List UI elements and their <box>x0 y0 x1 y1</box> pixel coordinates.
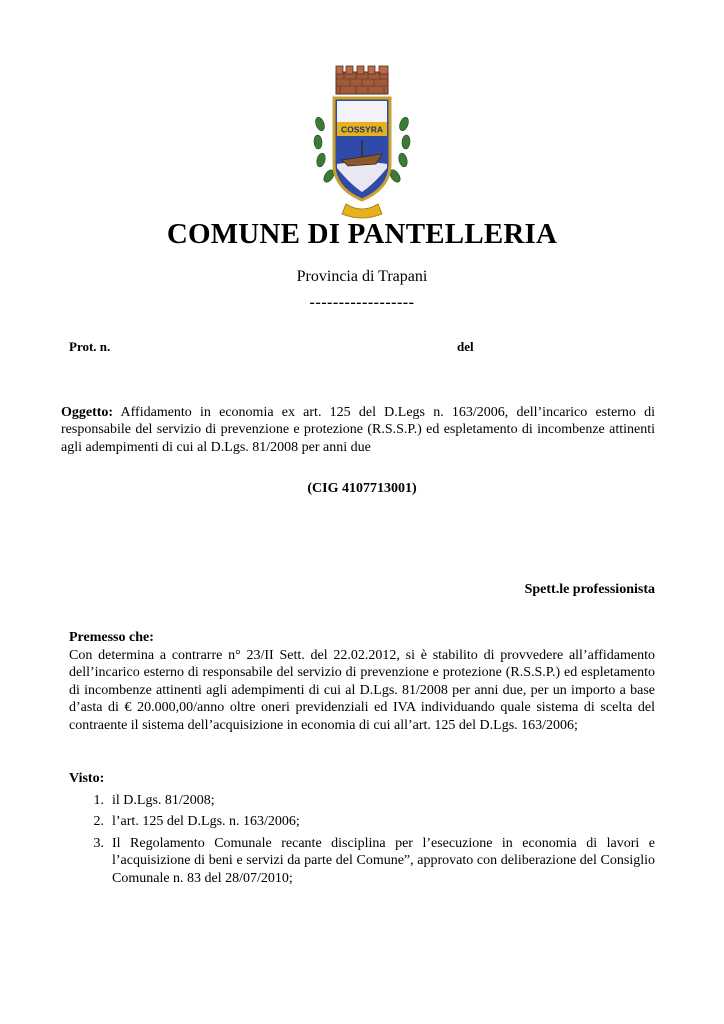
subject-label: Oggetto: <box>61 405 114 420</box>
protocol-number-label: Prot. n. <box>69 339 111 354</box>
province-subtitle: Provincia di Trapani <box>296 268 428 285</box>
premesso-paragraph: Con determina a contrarre n° 23/II Sett. del 22.02.2012, si è stabilito di provvedere all’affidamento dell’incarico esterno di responsabile del servizio di prevenzione e protezione (R.S.S.P.) ed espletamento di incombenze attinenti agli adempimenti di cui al D.Lgs. 81/2008 per anni due, per un importo a base d’asta di € 20.000,00/anno oltre oneri previdenziali ed IVA individuando quale sistema di scelta del contraente il sistema dell’acquisizione in economia di cui all’art. 125 del D.Lgs. 163/2006; <box>69 648 655 733</box>
list-item-text: il D.Lgs. 81/2008; <box>112 793 215 808</box>
list-item <box>69 813 655 830</box>
subject-paragraph <box>61 404 655 456</box>
premesso-heading: Premesso che: <box>69 630 154 645</box>
date-label: del <box>457 339 474 354</box>
title-separator: ------------------ <box>309 294 415 311</box>
list-item <box>69 792 655 809</box>
visto-heading: Visto: <box>69 771 105 786</box>
list-item-number: 2. <box>93 814 104 830</box>
subject-text: Affidamento in economia ex art. 125 del D.Legs n. 163/2006, dell’incarico esterno di responsabile del servizio di prevenzione e protezione (R.S.S.P.) ed espletamento di incombenze attinenti agli adempimenti di cui al D.Lgs. 81/2008 per anni due <box>61 405 655 455</box>
list-item-text: l’art. 125 del D.Lgs. n. 163/2006; <box>112 814 300 830</box>
list-item-number: 1. <box>93 793 104 808</box>
visto-list <box>69 792 655 891</box>
coat-of-arms-logo <box>312 64 412 222</box>
cig-code: (CIG 4107713001) <box>307 481 417 496</box>
list-item-text: Il Regolamento Comunale recante disciplina per l’esecuzione in economia di lavori e l’acquisizione di beni e servizi da parte del Comune”, approvato con deliberazione del Consiglio Comunale n. 83 del 28/07/2010; <box>112 835 655 886</box>
page-title: COMUNE DI PANTELLERIA <box>166 218 558 250</box>
crest-banner-text: COSSYRA <box>340 124 384 135</box>
recipient-line: Spett.le professionista <box>524 582 655 597</box>
list-item-number: 3. <box>93 835 104 851</box>
list-item <box>69 835 655 887</box>
